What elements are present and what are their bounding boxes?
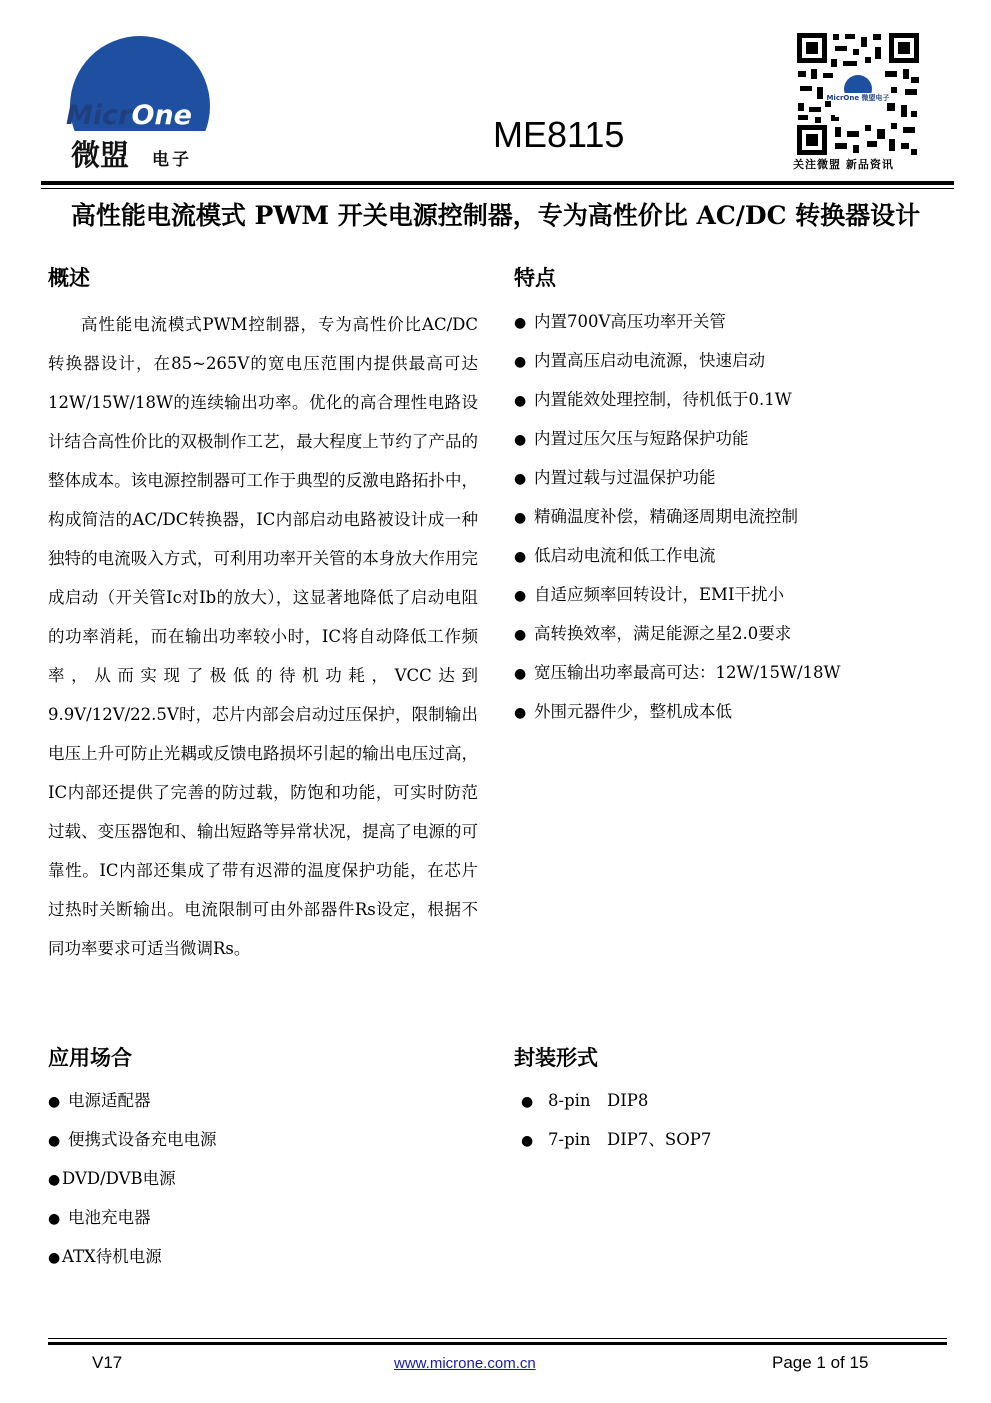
list-item: ● 宽压输出功率最高可达：12W/15W/18W — [514, 663, 841, 682]
applications-list — [48, 1081, 217, 1276]
model-number: ME8115 — [493, 114, 625, 155]
list-item: ● 电源适配器 — [48, 1091, 151, 1110]
list-item: ● 便携式设备充电电源 — [48, 1130, 217, 1149]
list-item: ● 8-pin DIP8 — [521, 1091, 649, 1110]
overview-title: 概述 — [48, 266, 90, 290]
packages-title: 封装形式 — [514, 1046, 598, 1070]
list-item: ● 电池充电器 — [48, 1208, 151, 1227]
list-item: ● 内置过载与过温保护功能 — [514, 468, 716, 487]
logo-cn-name: 微盟 — [71, 138, 130, 172]
website-link[interactable]: www.microne.com.cn — [394, 1355, 536, 1372]
packages-list — [521, 1081, 711, 1159]
qr-caption: 关注微盟 新品资讯 — [793, 158, 894, 171]
qr-center-label: MicrOne 微盟电子 — [826, 94, 890, 102]
list-item: ● 内置700V高压功率开关管 — [514, 312, 726, 331]
list-item: ● 精确温度补偿，精确逐周期电流控制 — [514, 507, 798, 526]
footer-rule-thick — [48, 1342, 947, 1345]
list-item: ● 外围元器件少，整机成本低 — [514, 702, 732, 721]
list-item: ● 自适应频率回转设计，EMI干扰小 — [514, 585, 784, 604]
overview-text — [48, 305, 478, 968]
list-item: ● DVD/DVB电源 — [48, 1169, 176, 1188]
overview-paragraph: 高性能电流模式PWM控制器，专为高性价比AC/DC转换器设计，在85~265V的宽电压范围内提供最高可达12W/15W/18W的连续输出功率。优化的高合理性电路设计结合高性价比的双极制作工艺，最大程度上节约了产品的整体成本。该电源控制器可工作于典型的反激电路拓扑中，构成简洁的AC/DC转换器，IC内部启动电路被设计成一种独特的电流吸入方式，可利用功率开关管的本身放大作用完成启动（开关管Ic对Ib的放大），这显著地降低了启动电阻的功率消耗，而在输出功率较小时，IC将自动降低工作频率，从而实现了极低的待机功耗，VCC达到9.9V/12V/22.5V时，芯片内部会启动过压保护，限制输出电压上升可防止光耦或反馈电路损坏引起的输出电压过高，IC内部还提供了完善的防过载，防饱和功能，可实时防范过载、变压器饱和、输出短路等异常状况，提高了电源的可靠性。IC内部还集成了带有迟滞的温度保护功能，在芯片过热时关断输出。电流限制可由外部器件Rs设定，根据不同功率要求可适当微调Rs。 — [48, 315, 478, 958]
features-title: 特点 — [514, 266, 556, 290]
version-label: V17 — [92, 1353, 123, 1372]
footer-rule-thin — [48, 1338, 947, 1339]
list-item: ● 内置高压启动电流源，快速启动 — [514, 351, 765, 370]
logo-cn-suffix: 电子 — [152, 150, 192, 170]
list-item: ● 低启动电流和低工作电流 — [514, 546, 716, 565]
list-item: ● 内置过压欠压与短路保护功能 — [514, 429, 749, 448]
list-item: ● 高转换效率，满足能源之星2.0要求 — [514, 624, 792, 643]
list-item: ● 7-pin DIP7、SOP7 — [521, 1130, 712, 1149]
list-item: ● 内置能效处理控制，待机低于0.1W — [514, 390, 792, 409]
features-list — [514, 302, 840, 731]
applications-title: 应用场合 — [48, 1046, 132, 1070]
page-headline: 高性能电流模式 PWM 开关电源控制器，专为高性价比 AC/DC 转换器设计 — [70, 201, 921, 230]
logo-wordmark: MicrOne — [66, 100, 192, 131]
page-number: Page 1 of 15 — [772, 1353, 869, 1372]
list-item: ● ATX待机电源 — [48, 1247, 162, 1266]
header-rule-thick — [41, 181, 954, 185]
header-rule-thin — [41, 188, 954, 189]
qr-code-icon — [795, 31, 921, 157]
